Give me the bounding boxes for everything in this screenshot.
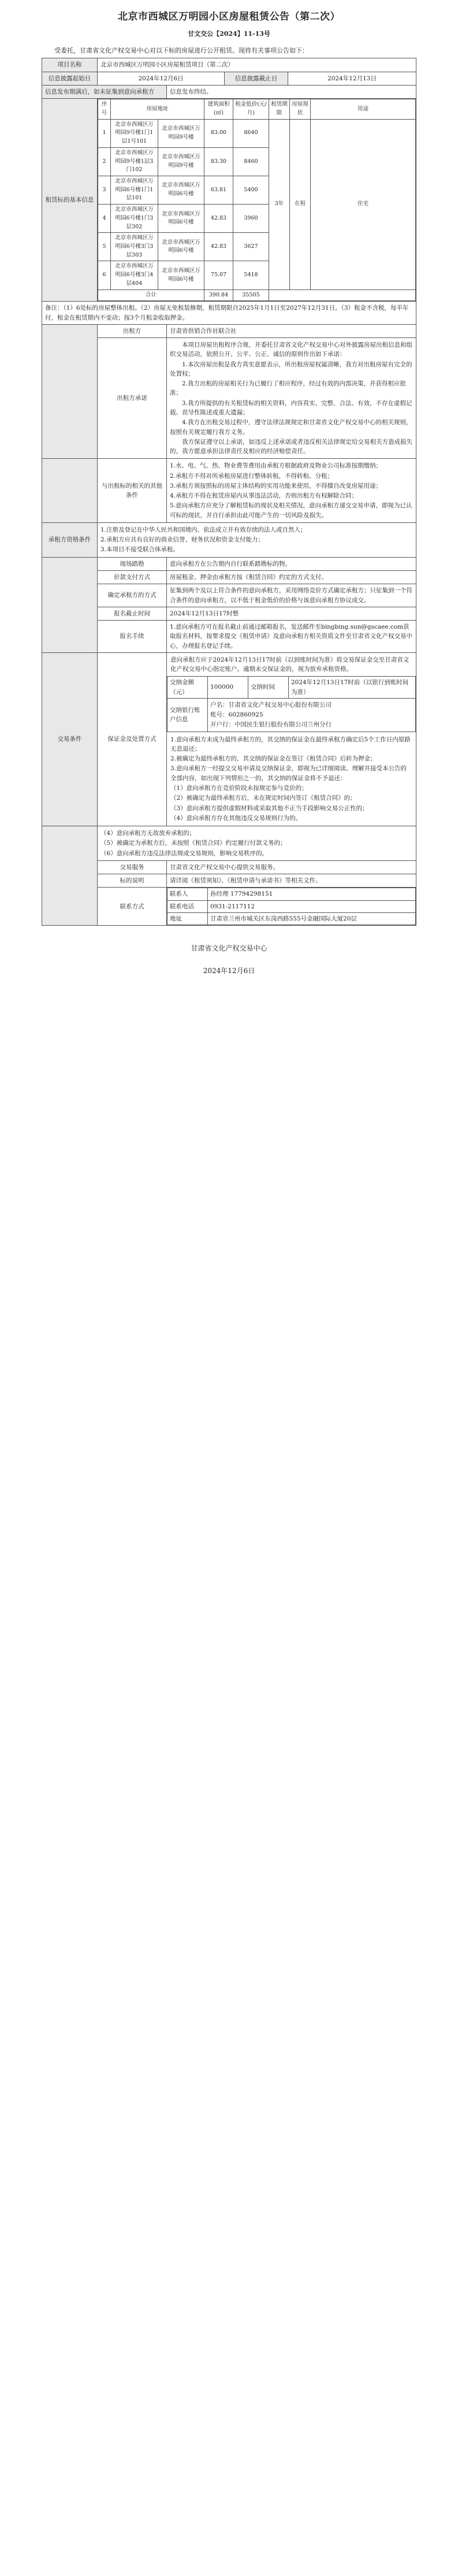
other-conditions-row xyxy=(42,459,416,523)
extension-row xyxy=(42,85,416,98)
announcement-page xyxy=(0,0,458,993)
commitment-para: 3.我方所提供的有关租赁标的相关资料，内容真实、完整、合法、有效，不存在虚假记载、误导性陈述或重大遗漏； xyxy=(170,399,412,416)
amount-label: 交纳金额（元） xyxy=(167,677,208,699)
condition-para: 4.承租方不得在租赁房屋内从事违法活动，否则出租方有权解除合同； xyxy=(170,492,358,500)
documents-label: 标的说明 xyxy=(98,874,167,888)
deposit-disposal xyxy=(167,732,416,826)
property-rent: 5400 xyxy=(233,176,269,204)
contact-tel-label: 联系电话 xyxy=(167,900,208,912)
note-para: （5）被确定为承租方后，未按照《租赁合同》约定履行付款义务的； xyxy=(100,840,286,847)
account-line: 开户行：中国民生银行股份有限公司兰州分行 xyxy=(210,721,332,729)
deposit-label: 保证金及处置方式 xyxy=(98,652,167,826)
property-location: 北京市西城区万明园6号楼 xyxy=(158,233,204,261)
disposal-para: 1.意向承租方未成为最终承租方的，其交纳的保证金在最终承租方确定后5个工作日内原路无息退还； xyxy=(170,736,411,752)
disposal-para: 2.被确定为最终承租方的，其交纳的保证金在签订《租赁合同》后转为押金； xyxy=(170,755,377,763)
service-value: 甘肃省文化产权交易中心提供交易服务。 xyxy=(167,860,416,874)
contact-addr-row xyxy=(167,912,416,925)
deposit-intro: 意向承租方应于2024年12月13日17时前（以到账时间为准）将交易保证金交至甘肃省文化产权交易中心指定账户。逾期未交保证金的，视为放弃承租资格。 xyxy=(170,656,409,673)
property-location: 北京市西城区万明园6号楼 xyxy=(158,261,204,289)
deadline-value: 2024年12月13日17时整 xyxy=(167,607,416,620)
header-status: 房屋现状 xyxy=(290,99,311,119)
property-area: 75.07 xyxy=(204,261,233,289)
note-para: （4）意向承租方无故放弃承租的； xyxy=(100,830,196,837)
lessee-para: 3.本项目不接受联合体承租。 xyxy=(100,546,180,554)
footer-date: 2024年12月6日 xyxy=(203,966,255,975)
disposal-para: （4）意向承租方存在其他违反交易规则行为的。 xyxy=(170,814,302,822)
registration-row xyxy=(42,621,416,653)
payment-row xyxy=(42,570,416,584)
commitment-para: 2.我方出租的房屋相关行为已履行了相应程序，经过有效的内部决策，并获得相应批准； xyxy=(170,380,407,397)
property-location: 北京市西城区万明园6号楼 xyxy=(158,176,204,204)
account-info xyxy=(208,698,416,732)
documents-row xyxy=(42,874,416,888)
property-usage: 住宅 xyxy=(311,119,416,289)
time-value: 2024年12月13日17时前（以银行到账时间为准） xyxy=(289,677,416,699)
basic-info-cell xyxy=(98,99,416,302)
remark-row xyxy=(42,302,416,325)
contact-row xyxy=(42,888,416,926)
selection-label: 确定承租方的方式 xyxy=(98,584,167,607)
end-date-label: 信息披露截止日 xyxy=(225,72,288,85)
condition-para: 5.意向承租方应充分了解租赁标的现状及相关情况，意向承租方递交交易申请，即视为已认可标的现状，并自行承担由此可能产生的一切风险及损失。 xyxy=(170,502,412,519)
selection-value: 征集到两个及以上符合条件的意向承租方，采用网络竞价方式确定承租方；只征集到一个符合条件的意向承租方，以不低于租金低价的价格与该意向承租方协议成交。 xyxy=(167,584,416,607)
property-address: 北京市西城区万明园9号楼1层3门102 xyxy=(111,147,158,176)
other-conditions-label: 与出租标的相关的其他条件 xyxy=(98,459,167,523)
contact-addr-value: 甘肃省兰州市城关区东岗西路555号金融国际大厦20层 xyxy=(208,912,416,925)
payment-label: 价款支付方式 xyxy=(98,570,167,584)
account-line: 账号：602860925 xyxy=(210,711,263,719)
deposit-table xyxy=(167,676,416,732)
inspection-value: 意向承租方在公告期内自行联系踏勘标的物。 xyxy=(167,557,416,570)
document-number: 甘文交公【2024】11-13号 xyxy=(188,30,270,38)
start-date-value: 2024年12月6日 xyxy=(98,72,225,85)
header-address: 房屋地址 xyxy=(111,99,204,119)
property-total-row xyxy=(98,289,416,301)
commitment-para: 我方保证遵守以上承诺，如违反上述承诺或者违反相关法律规定给交易相关方造成损失的，我方愿意承担法律责任及相应的经济赔偿责任。 xyxy=(170,438,412,455)
end-date-value: 2024年12月13日 xyxy=(288,72,416,85)
registration-label: 报名手续 xyxy=(98,621,167,653)
property-no: 6 xyxy=(98,261,111,289)
time-label: 交纳时间 xyxy=(248,677,289,699)
lessor-row xyxy=(42,324,416,337)
property-no: 3 xyxy=(98,176,111,204)
contact-person-row xyxy=(167,888,416,900)
contact-table xyxy=(167,888,416,925)
deposit-body xyxy=(167,652,416,826)
contact-person-label: 联系人 xyxy=(167,888,208,900)
lessee-para: 2.承租方应具有良好的商业信誉、财务状况和资金支付能力； xyxy=(100,536,265,544)
registration-value: 1.意向承租方可在报名截止前通过邮箱报名，发送邮件至bingbing.sun@gscaee.com获取报名材料，按要求提交《租赁申请》及意向承租方相关资质文件至甘肃省文化产权交易中心，办理报名登记手续。 xyxy=(167,621,416,653)
extension-value: 信息发布终结。 xyxy=(167,85,416,98)
commitment-row xyxy=(42,338,416,459)
contact-section-label: 联系方式 xyxy=(98,888,167,926)
property-rent: 8460 xyxy=(233,147,269,176)
header-no: 序号 xyxy=(98,99,111,119)
property-address: 北京市西城区万明园6号楼3门4层404 xyxy=(111,261,158,289)
service-label: 交易服务 xyxy=(98,860,167,874)
documents-value: 请详阅《租赁须知》、《租赁申请与承诺书》等相关文件。 xyxy=(167,874,416,888)
notes-body xyxy=(98,826,416,861)
header-rent: 租金低价(元/月) xyxy=(233,99,269,119)
commitment-body xyxy=(167,338,416,459)
property-area: 42.83 xyxy=(204,205,233,233)
deposit-amount-row xyxy=(167,677,416,699)
extension-label: 信息发布期满后，如未征集到意向承租方 xyxy=(42,85,167,98)
lessee-para: 1.注册及登记在中华人民共和国境内、依法成立并有效存续的法人或自然人； xyxy=(100,526,307,533)
inspection-row xyxy=(42,557,416,570)
property-address: 北京市西城区万明园6号楼3门3层303 xyxy=(111,233,158,261)
total-empty xyxy=(269,289,416,301)
property-rent: 3960 xyxy=(233,205,269,233)
property-term: 3年 xyxy=(269,119,290,289)
commitment-para: 1.本次房屋出租是我方真实意愿表示，所出租房屋权属清晰，我方对出租房屋有完全的处置权； xyxy=(170,361,412,377)
project-label: 项目名称 xyxy=(42,58,98,72)
basic-info-label: 租赁标的基本信息 xyxy=(42,99,98,302)
note-para: （6）意向承租方违反法律法规或交易规则，影响交易秩序的。 xyxy=(100,849,269,857)
property-no: 2 xyxy=(98,147,111,176)
header-term: 租赁期限 xyxy=(269,99,290,119)
deposit-account-row xyxy=(167,698,416,732)
trade-group xyxy=(42,557,98,652)
property-area: 42.83 xyxy=(204,233,233,261)
property-area: 83.30 xyxy=(204,147,233,176)
notes-group xyxy=(42,826,98,926)
deposit-row xyxy=(42,652,416,826)
lessor-group-label xyxy=(42,324,98,458)
property-no: 1 xyxy=(98,119,111,147)
lessor-label: 出租方 xyxy=(98,324,167,337)
amount-value: 100000 xyxy=(208,677,248,699)
disposal-para: 3.意向承租方一经提交交易申请及交纳保证金，即视为已详细阅读、理解并接受本公告的全部内容，如出现下列情形之一的，其交纳的保证金将不予退还： xyxy=(170,765,407,782)
inspection-label: 现场踏勘 xyxy=(98,557,167,570)
condition-para: 3.承租方须按照标的房屋主体结构的实用功能来使用，不得擅自改变房屋用途； xyxy=(170,482,382,489)
property-location: 北京市西城区万明园9号楼 xyxy=(158,147,204,176)
lessee-conditions-body xyxy=(98,522,416,557)
property-status: 在租 xyxy=(290,119,311,289)
footer-organization: 甘肃省文化产权交易中心 xyxy=(191,944,267,953)
remark-text: 备注：（1）6处标的房屋整体出租。（2）房屋无免租装修期，租赁期限自2025年1月1日至2027年12月31日。（3）租金不含税，每半年付，租金在租赁期内不变动；按3个月租金收取押金。 xyxy=(42,302,416,325)
property-area: 63.81 xyxy=(204,176,233,204)
lessee-conditions-row xyxy=(42,522,416,557)
contact-body xyxy=(167,888,416,926)
property-header-row xyxy=(98,99,416,119)
disposal-para: （3）意向承租方提供虚假材料或采取其他不正当手段影响交易公正性的； xyxy=(170,804,368,812)
property-no: 4 xyxy=(98,205,111,233)
start-date-label: 信息披露起始日 xyxy=(42,72,98,85)
total-label: 合计 xyxy=(98,289,204,301)
commitment-label: 出租方承诺 xyxy=(98,338,167,459)
property-address: 北京市西城区万明园6号楼1门3层302 xyxy=(111,205,158,233)
contact-person-value: 孙经理 17794298151 xyxy=(208,888,416,900)
service-row xyxy=(42,860,416,874)
total-rent: 35505 xyxy=(233,289,269,301)
header-usage: 用途 xyxy=(311,99,416,119)
property-no: 5 xyxy=(98,233,111,261)
payment-value: 房屋租金、押金由承租方按《租赁合同》约定的方式支付。 xyxy=(167,570,416,584)
property-location: 北京市西城区万明园9号楼 xyxy=(158,119,204,147)
commitment-para: 4.我方在出租交易过程中，遵守法律法规规定和甘肃省文化产权交易中心的相关规则，按照有关规定履行我方义务。 xyxy=(170,419,412,436)
property-address: 北京市西城区万明园6号楼1门1层101 xyxy=(111,176,158,204)
condition-para: 1.水、电、气、热、物业费等费用由承租方根据政府及物业公司标准按期缴纳； xyxy=(170,462,382,470)
condition-para: 2.承租方不得对所承租房屋进行整体转租，不得转租、分租； xyxy=(170,472,334,480)
contact-tel-value: 0931-2117112 xyxy=(208,900,416,912)
disposal-para: （2）被确定为最终承租方后，未在规定时间内签订《租赁合同》的； xyxy=(170,795,356,802)
property-address: 北京市西城区万明园9号楼1门1层1号101 xyxy=(111,119,158,147)
announcement-table xyxy=(42,58,416,926)
page-title: 北京市西城区万明园小区房屋租赁公告（第二次） xyxy=(118,11,340,23)
basic-info-row xyxy=(42,99,416,302)
account-label: 交纳银行账户信息 xyxy=(167,698,208,732)
property-row xyxy=(98,119,416,147)
property-rent: 5418 xyxy=(233,261,269,289)
property-location: 北京市西城区万明园6号楼 xyxy=(158,205,204,233)
commitment-para: 本项目房屋出租程序合规，并委托甘肃省文化产权交易中心对外披露房屋出租信息和组织交易活动，依照公开、公平、公正、诚信的原则作出如下承诺： xyxy=(170,342,412,358)
contact-tel-row xyxy=(167,900,416,912)
selection-row xyxy=(42,584,416,607)
deadline-label: 报名截止时间 xyxy=(98,607,167,620)
notes-row xyxy=(42,826,416,861)
total-area: 390.84 xyxy=(204,289,233,301)
disposal-para: （1）意向承租方在竞价阶段未按规定参与竞价的； xyxy=(170,785,308,792)
lessee-conditions-label: 承租方资格条件 xyxy=(42,522,98,557)
project-row xyxy=(42,58,416,72)
property-rent: 8640 xyxy=(233,119,269,147)
dates-row xyxy=(42,72,416,85)
property-area: 83.00 xyxy=(204,119,233,147)
property-table xyxy=(98,99,416,301)
lessor-value: 甘肃省供销合作社联合社 xyxy=(167,324,416,337)
intro-text: 受委托，甘肃省文化产权交易中心对以下标的房屋进行公开租赁。现将有关事项公告如下： xyxy=(54,47,308,55)
account-line: 户名：甘肃省文化产权交易中心股份有限公司 xyxy=(210,701,332,708)
other-conditions-body xyxy=(167,459,416,523)
property-rent: 3627 xyxy=(233,233,269,261)
other-conditions-group xyxy=(42,459,98,523)
contact-addr-label: 地址 xyxy=(167,912,208,925)
header-area: 建筑面积(㎡) xyxy=(204,99,233,119)
project-value: 北京市西城区万明园小区房屋租赁项目（第二次） xyxy=(98,58,416,72)
deposit-group-label: 交易条件 xyxy=(42,652,98,826)
deadline-row xyxy=(42,607,416,620)
